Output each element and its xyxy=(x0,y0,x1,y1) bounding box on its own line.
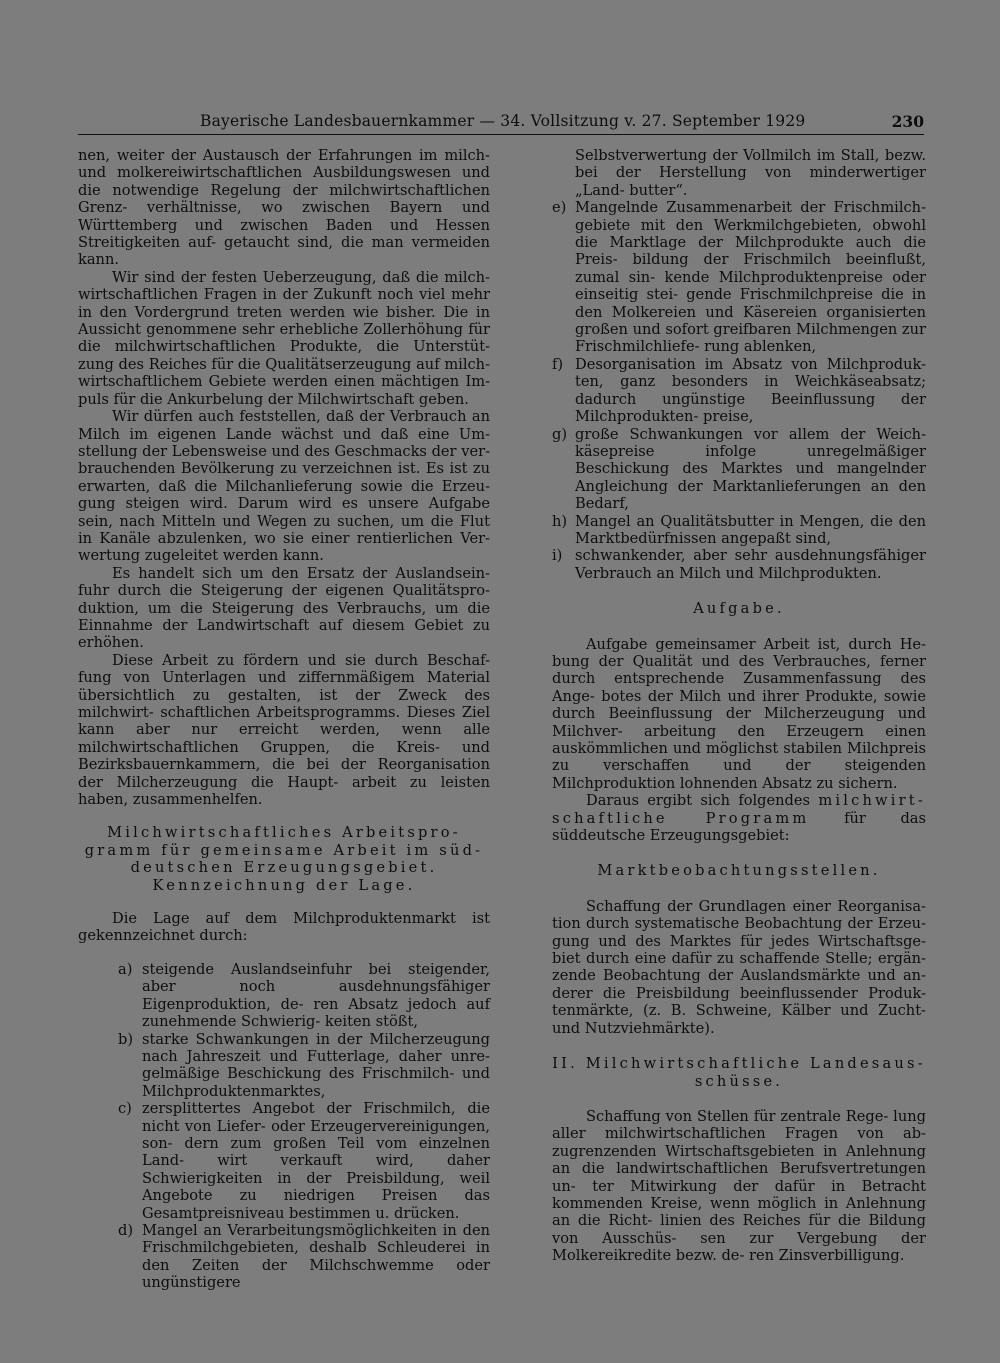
paragraph: Es handelt sich um den Ersatz der Auslandsein- fuhr durch die Steigerung der eigenen Qualitätspro- duktion, um die Steigerung des Verbrauchs, um die Einnahme der Landwirtschaft auf diesem Gebiet zu erhöhen. xyxy=(78,564,490,652)
running-header xyxy=(78,112,924,135)
list-item-text: starke Schwankungen in der Milcherzeugung nach Jahreszeit und Futterlage, daher unre- gelmäßige Beschickung des Frischmilch- und Milchproduktenmarktes, xyxy=(142,1030,490,1100)
list-item-label: d) xyxy=(118,1221,134,1239)
list-item xyxy=(78,961,490,1031)
list-item-text: Mangelnde Zusammenarbeit der Frischmilch- gebiete mit den Werkmilchgebieten, obwohl die Marktlage der Milchprodukte auch die Preis- bildung der Frischmilch beeinflußt, zumal sin- kende Milchproduktenpreise oder einseitig stei- gende Frischmilchpreise die in den Molkereien und Käsereien organisierten großen und sofort greifbaren Milchmengen zur Frischmilchliefe- rung ablenken, xyxy=(575,199,926,356)
section-heading-aufgabe: Aufgabe. xyxy=(693,600,785,618)
heading-line: deutschen Erzeugungsgebiet. xyxy=(130,859,438,877)
paragraph: Wir dürfen auch feststellen, daß der Verbrauch an Milch im eigenen Lande wächst und daß eine Um- stellung der Lebensweise und des Geschmacks der ver- brauchenden Bevölkerung zu verzeichnen ist. Es ist zu erwarten, daß die Milchanlieferung sowie die Erzeu- gung steigen wird. Darum wird es unsere Aufgabe sein, nach Mitteln und Wegen zu suchen, um die Flut in Kanäle abzulenken, wo sie einer rentierlichen Ver- wertung zugeleitet werden kann. xyxy=(78,408,490,565)
section-heading-markt: Marktbeobachtungsstellen. xyxy=(597,862,881,880)
page-number: 230 xyxy=(891,112,924,131)
list-item-continuation: Selbstverwertung der Vollmilch im Stall, bezw. bei der Herstellung von minderwertiger „Land- butter“. xyxy=(575,147,926,199)
list-item xyxy=(552,199,926,356)
heading-line: gramm für gemeinsame Arbeit im süd- xyxy=(84,841,484,859)
paragraph: Diese Arbeit zu fördern und sie durch Beschaf- fung von Unterlagen und ziffernmäßigem Material übersichtlich zu gestalten, ist der Zweck des milchwirt- schaftlichen Arbeitsprogramms. Dieses Ziel kann aber nur erreicht werden, wenn alle milchwirtschaftlichen Gruppen, die Kreis- und Bezirksbauernkammern, die bei der Reorganisation der Milcherzeugung die Haupt- arbeit zu leisten haben, zusammenhelfen. xyxy=(78,651,490,809)
paragraph-start: Daraus ergibt sich folgendes xyxy=(586,792,811,810)
list-item-text: schwankender, aber sehr ausdehnungsfähiger Verbrauch an Milch und Milchprodukten. xyxy=(575,547,926,582)
list-item-label: g) xyxy=(552,425,568,443)
list-item-text: große Schwankungen vor allem der Weich- käsepreise infolge unregelmäßiger Beschickung des Marktes und mangelnder Angleichung der Marktanlieferungen an den Bedarf, xyxy=(575,425,926,513)
list-item-label: b) xyxy=(118,1030,134,1048)
list-item-text: Desorganisation im Absatz von Milchproduk- ten, ganz besonders in Weichkäseabsatz; dadurch ungünstige Beeinflussung der Milchprodukten- preise, xyxy=(575,355,926,426)
list-item xyxy=(78,1222,490,1292)
list-item-label: f) xyxy=(552,355,564,373)
right-column xyxy=(552,147,926,1265)
running-title: Bayerische Landesbauernkammer — 34. Vollsitzung v. 27. September 1929 xyxy=(200,112,806,130)
list-item-label: c) xyxy=(118,1100,132,1118)
list-item xyxy=(78,1031,490,1101)
paragraph: Aufgabe gemeinsamer Arbeit ist, durch He- bung der Qualität und des Verbrauches, ferner durch entsprechende Zusammenfassung des Ange- botes der Milch und ihrer Produkte, sowie durch Beeinflussung der Milcherzeugung und Milchver- arbeitung den Erzeugern einen auskömmlichen und möglichst stabilen Milchpreis zu verschaffen und der steigenden Milchproduktion lohnenden Absatz zu sichern. xyxy=(552,635,926,792)
paragraph: Wir sind der festen Ueberzeugung, daß die milch- wirtschaftlichen Fragen in der Zukunft noch viel mehr in den Vordergrund treten werden wie bisher. Die in Aussicht genommene sehr erhebliche Zollerhöhung für die milchwirtschaftlichen Produkte, die Unterstüt- zung des Reiches für die Qualitätserzeugung auf milch- wirtschaftlichem Gebiete werden einen mächtigen Im- puls für die Ankurbelung der Milchwirtschaft geben. xyxy=(78,268,490,408)
heading-line: II. Milchwirtschaftliche Landesaus- xyxy=(552,1055,926,1073)
spaced-emphasis: milchwirt- schaftliche Programm xyxy=(552,792,926,827)
list-item xyxy=(552,356,926,426)
list-item-text: zersplittertes Angebot der Frischmilch, die nicht von Liefer- oder Erzeugervereinigungen, son- dern zum großen Teil vom einzelnen Land- wirt verkauft wird, daher Schwierigkeiten in der Preisbildung, weil Angebote zu niedrigen Preisen das Gesamtpreisniveau bestimmen u. drücken. xyxy=(142,1100,490,1222)
list-item-label: h) xyxy=(552,512,568,530)
paragraph: Schaffung der Grundlagen einer Reorganisa- tion durch systematische Beobachtung der Erzeu- gung und des Marktes für jedes Wirtschaftsge- biet durch eine dafür zu schaffende Stelle; ergän- zende Beobachtung der Auslandsmärkte und an- derer die Preisbildung beeinflussender Produk- tenmärkte, (z. B. Schweine, Kälber und Zucht- und Nutzviehmärkte). xyxy=(552,897,926,1037)
list-item-text: steigende Auslandseinfuhr bei steigender, aber noch ausdehnungsfähiger Eigenproduktion, de- ren Absatz jedoch auf zunehmende Schwierig- keiten stößt, xyxy=(142,960,490,1031)
list-item-text: Mangel an Verarbeitungsmöglichkeiten in den Frischmilchgebieten, deshalb Schleuderei in den Zeiten der Milchschwemme oder ungünstigere xyxy=(142,1221,490,1292)
list-item xyxy=(552,547,926,582)
paragraph-end: für das süddeutsche Erzeugungsgebiet: xyxy=(552,809,926,845)
list-item-label: a) xyxy=(118,960,133,978)
list-item-label: i) xyxy=(552,547,563,565)
list-item xyxy=(552,513,926,548)
heading-line: Milchwirtschaftliches Arbeitspro- xyxy=(107,824,461,842)
left-column xyxy=(78,147,490,1292)
heading-line: schüsse. xyxy=(694,1072,784,1090)
heading-line: Kennzeichnung der Lage. xyxy=(152,876,416,894)
paragraph: nen, weiter der Austausch der Erfahrungen im milch- und molkereiwirtschaftlichen Ausbildungswesen und die notwendige Regelung der milchwirtschaftlichen Grenz- verhältnisse, wo zwischen Bayern und Württemberg und zwischen Baden und Hessen Streitigkeiten auf- getaucht sind, die man vermeiden kann. xyxy=(78,147,490,269)
section-heading xyxy=(78,824,490,894)
paragraph: Schaffung von Stellen für zentrale Rege- lung aller milchwirtschaftlichen Fragen von ab- zugrenzenden Wirtschaftsgebieten in Anlehnung an die landwirtschaftlichen Berufsvertretungen un- ter Mitwirkung der dafür in Betracht kommenden Kreise, wenn möglich in Anlehnung an die Richt- linien des Reiches für die Bildung von Ausschüs- sen zur Vergebung der Molkereikredite bezw. de- ren Zinsverbilligung. xyxy=(552,1107,926,1265)
list-item-label: e) xyxy=(552,199,567,217)
list-item-text: Mangel an Qualitätsbutter in Mengen, die den Marktbedürfnissen angepaßt sind, xyxy=(575,512,926,547)
paragraph: Die Lage auf dem Milchproduktenmarkt ist gekennzeichnet durch: xyxy=(78,910,490,945)
section-heading-ii xyxy=(552,1055,926,1090)
paragraph xyxy=(552,792,926,844)
list-item xyxy=(552,426,926,513)
list-item xyxy=(78,1100,490,1222)
